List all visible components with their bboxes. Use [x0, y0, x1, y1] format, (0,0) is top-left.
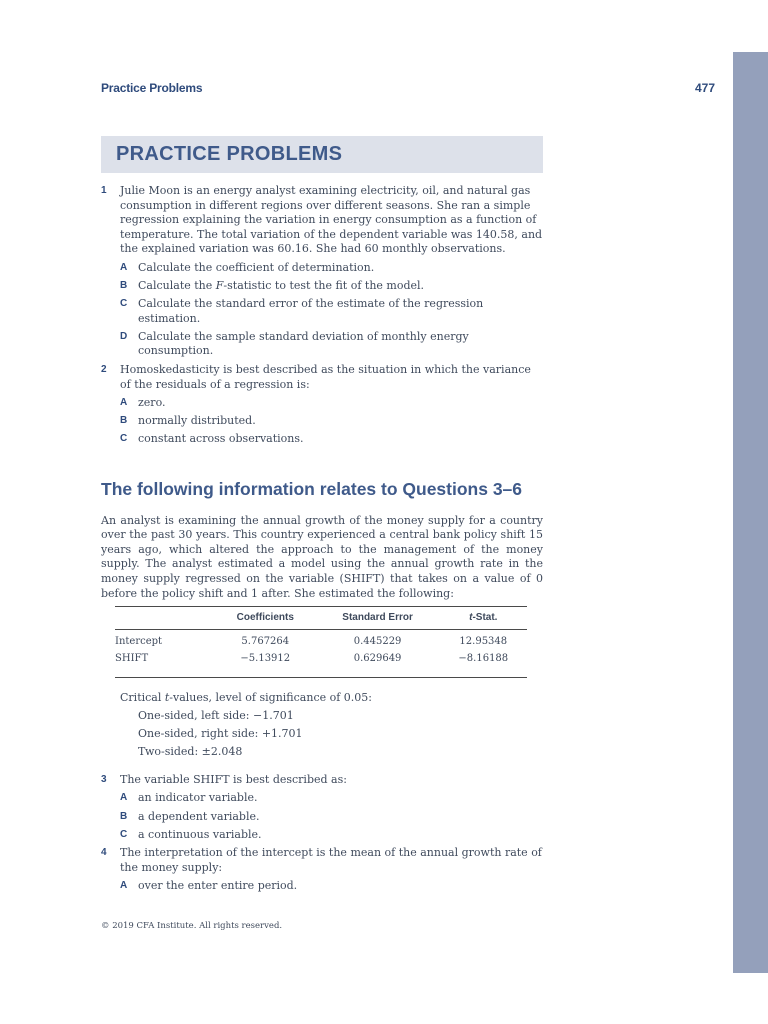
- option-letter: A: [120, 879, 128, 891]
- question-text: The variable SHIFT is best described as:: [120, 773, 347, 787]
- option-letter: B: [120, 279, 128, 291]
- option-text: over the enter entire period.: [138, 878, 298, 892]
- option-text: constant across observations.: [138, 432, 304, 446]
- option-text-tail: -statistic to test the fit of the model.: [223, 278, 425, 292]
- question-number: 2: [101, 363, 107, 375]
- copyright-footer: © 2019 CFA Institute. All rights reserved.: [101, 921, 283, 931]
- option-letter: B: [120, 414, 128, 426]
- question-text: The interpretation of the intercept is the mean of the annual growth rate of the money supply:: [120, 845, 542, 874]
- table-row: [115, 650, 527, 667]
- option-text: Calculate the coefficient of determination.: [138, 260, 375, 274]
- cell-standard-error: 0.445229: [353, 636, 402, 648]
- row-label: SHIFT: [115, 653, 149, 665]
- cell-coefficient: 5.767264: [241, 636, 290, 648]
- banner-title: PRACTICE PROBLEMS: [116, 143, 343, 165]
- option-a: [120, 879, 543, 894]
- question-text: Julie Moon is an energy analyst examining electricity, oil, and natural gas consumption in different regions over different seasons. She ran a simple regression explaining the variation in energy consumption as a function of temperature. The total variation of the dependent variable was 140.58, and the explained variation was 60.16. She had 60 monthly observations.: [120, 184, 543, 256]
- option-letter: D: [120, 330, 128, 342]
- t-stat-suffix: -Stat.: [472, 612, 498, 624]
- page-content: [101, 184, 543, 893]
- option-letter: A: [120, 261, 128, 273]
- option-text: Calculate the sample standard deviation of monthly energy consumption.: [138, 329, 469, 358]
- page-number: 477: [694, 81, 715, 95]
- section-banner: [101, 136, 543, 173]
- option-b: [120, 279, 543, 294]
- critical-value-item: One-sided, left side: −1.701: [138, 709, 294, 723]
- header-standard-error: Standard Error: [316, 607, 440, 630]
- f-symbol: F: [215, 278, 224, 292]
- option-letter: A: [120, 792, 128, 804]
- row-label: Intercept: [115, 636, 163, 648]
- option-text: Calculate the: [138, 278, 216, 292]
- cell-standard-error: 0.629649: [353, 653, 402, 665]
- option-text: Calculate the standard error of the estimate of the regression estimation.: [138, 296, 484, 325]
- option-text: zero.: [138, 395, 166, 409]
- critical-value-item: Two-sided: ±2.048: [138, 745, 243, 759]
- option-a: [120, 791, 543, 806]
- side-tab-bar: [733, 52, 768, 973]
- option-text: a continuous variable.: [138, 827, 262, 841]
- critical-value-item: One-sided, right side: +1.701: [138, 727, 303, 741]
- t-symbol: t: [164, 691, 170, 705]
- option-c: [120, 432, 543, 447]
- question-1: [101, 184, 543, 257]
- question-1-options: [101, 261, 543, 359]
- table-row: [115, 630, 527, 651]
- question-number: 1: [101, 185, 107, 196]
- table-bottom-rule: [115, 667, 527, 678]
- header-coefficients: Coefficients: [215, 607, 316, 630]
- option-b: [120, 810, 543, 825]
- option-letter: C: [120, 828, 128, 840]
- option-text: an indicator variable.: [138, 791, 258, 805]
- question-text: Homoskedasticity is best described as the situation in which the variance of the residuals of a regression is:: [120, 362, 531, 391]
- question-4: [101, 846, 543, 893]
- option-letter: A: [120, 396, 128, 408]
- header-empty: [115, 607, 215, 630]
- cell-t-stat: 12.95348: [459, 636, 508, 648]
- header-t-stat: [440, 607, 527, 630]
- option-letter: B: [120, 810, 128, 822]
- running-head: Practice Problems: [101, 81, 203, 95]
- cell-t-stat: −8.16188: [458, 653, 509, 665]
- regression-table: [115, 606, 527, 678]
- question-2: [101, 363, 543, 447]
- option-text: normally distributed.: [138, 413, 256, 427]
- question-3: [101, 773, 543, 842]
- question-number: 3: [101, 774, 107, 786]
- option-a: [120, 261, 543, 276]
- option-letter: C: [120, 433, 128, 445]
- question-number: 4: [101, 846, 107, 858]
- option-c: [120, 828, 543, 843]
- option-letter: C: [120, 297, 128, 309]
- section-heading: The following information relates to Questions 3–6: [101, 478, 523, 499]
- t-symbol: t: [469, 612, 473, 624]
- option-a: [120, 396, 543, 411]
- option-text: a dependent variable.: [138, 809, 260, 823]
- critical-values-intro: Critical t-values, level of significance of 0.05:: [120, 691, 372, 705]
- option-c: [120, 297, 543, 326]
- option-b: [120, 414, 543, 429]
- critical-values: [120, 689, 543, 761]
- cell-coefficient: −5.13912: [240, 653, 291, 665]
- table-header-row: [115, 607, 527, 630]
- option-d: [120, 330, 543, 359]
- section-paragraph: An analyst is examining the annual growth of the money supply for a country over the past 30 years. This country experienced a central bank policy shift 15 years ago, which altered the approach to the management of the money supply. The analyst estimated a model using the annual growth rate in the money supply regressed on the variable (SHIFT) that takes on a value of 0 before the policy shift and 1 after. She estimated the following:: [101, 513, 543, 600]
